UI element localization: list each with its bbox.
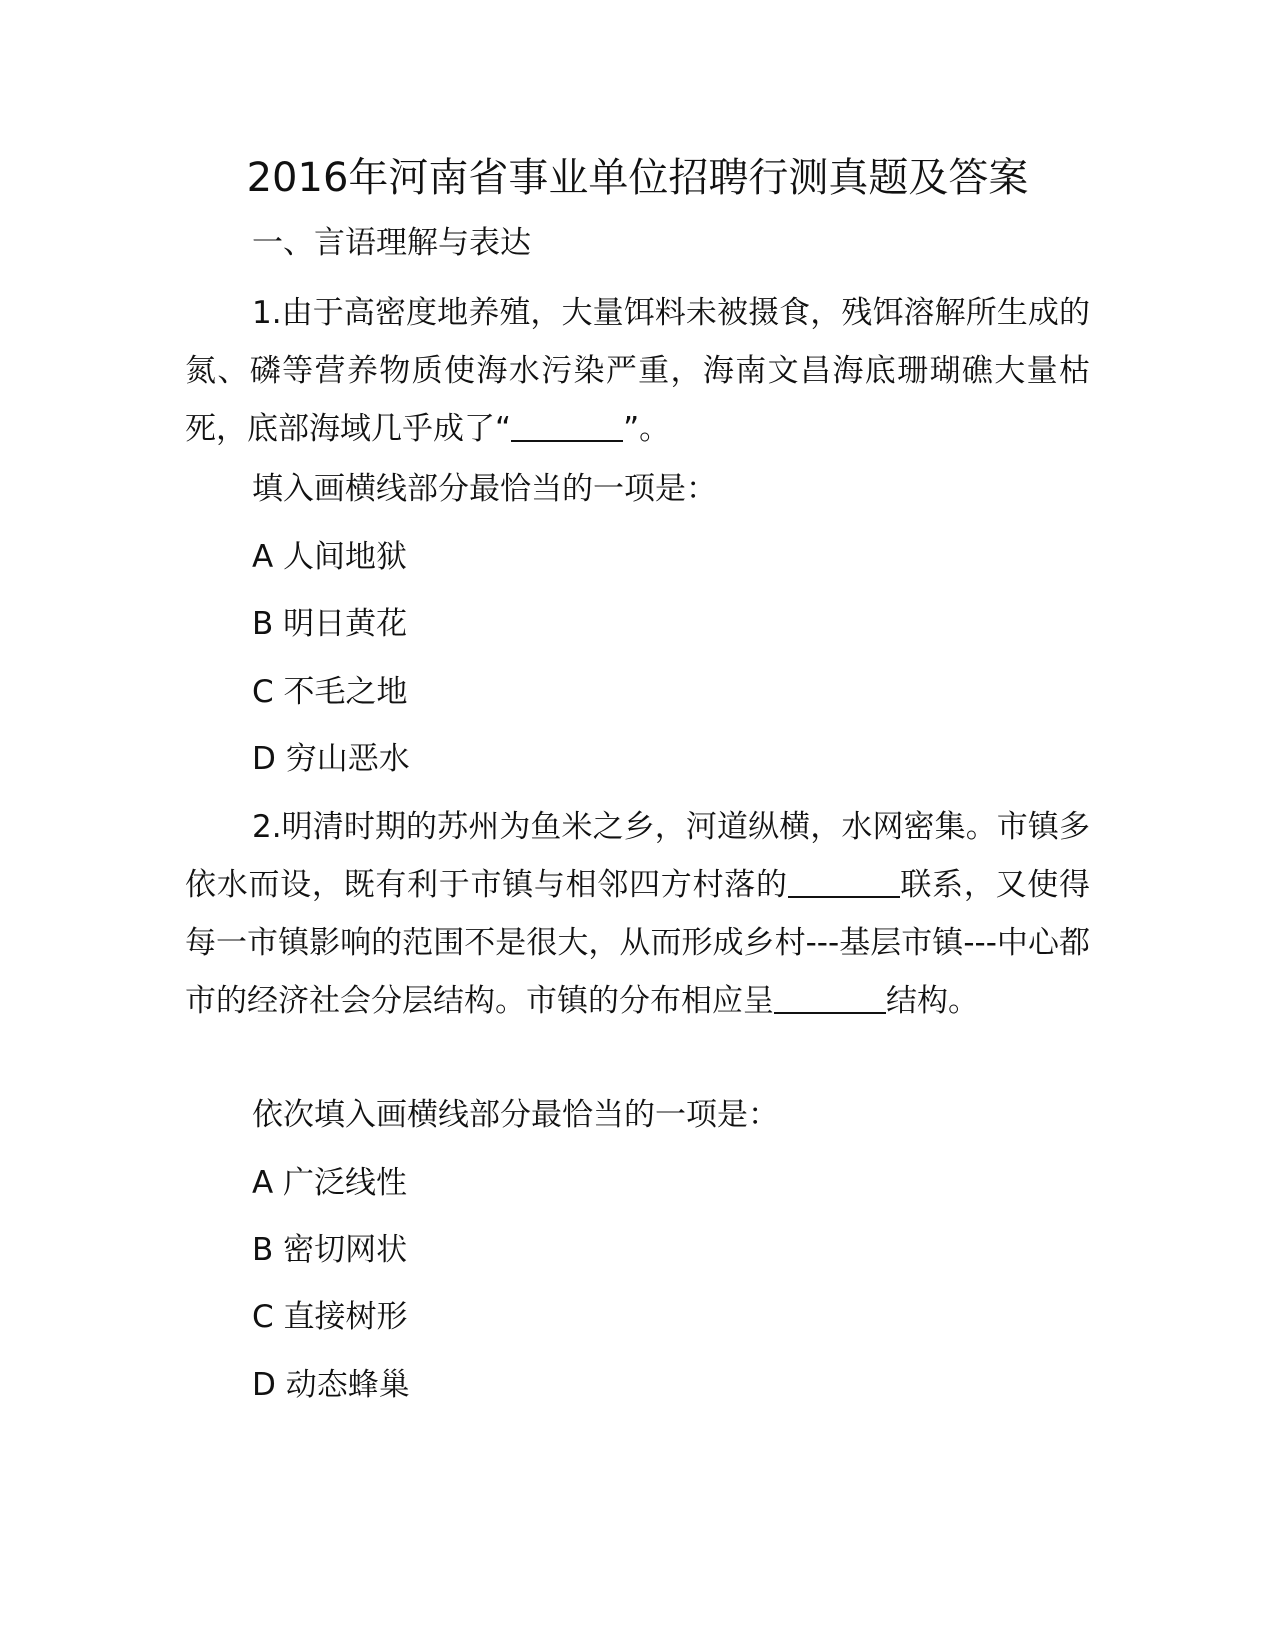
question-2-text-middle: 联系，又使得每一市镇影响的范围不是很大，从而形成乡村---基层市镇---中心都市的经济社会分层结构。市镇的分布相应呈 (185, 867, 1091, 1019)
question-2-blank-1 (788, 866, 900, 898)
question-1-text: 由于高密度地养殖，大量饵料未被摄食，残饵溶解所生成的氮、磷等营养物质使海水污染严重，海南文昌海底珊瑚礁大量枯死，底部海域几乎成了“ (185, 295, 1090, 447)
question-1-option-a: A 人间地狱 (252, 539, 408, 575)
question-2-option-a: A 广泛线性 (252, 1165, 408, 1201)
question-2-number: 2. (252, 809, 282, 845)
question-2-option-c: C 直接树形 (252, 1299, 408, 1335)
question-2-option-d: D 动态蜂巢 (252, 1367, 410, 1403)
question-2-text: 明清时期的苏州为鱼米之乡，河道纵横，水网密集。市镇多依水而设，既有利于市镇与相邻四方村落的 (185, 809, 1090, 903)
question-1-stem (185, 284, 1090, 458)
question-2-prompt: 依次填入画横线部分最恰当的一项是： (252, 1097, 779, 1133)
question-1-number: 1. (252, 295, 282, 331)
question-1-option-b: B 明日黄花 (252, 606, 408, 642)
question-2-option-b: B 密切网状 (252, 1232, 408, 1268)
question-2-text-end: 结构。 (886, 983, 979, 1019)
question-1-prompt: 填入画横线部分最恰当的一项是： (252, 471, 717, 507)
section-heading: 一、言语理解与表达 (252, 225, 531, 261)
question-1-text-end: ”。 (623, 411, 671, 447)
question-1-blank (511, 410, 623, 442)
question-1-option-c: C 不毛之地 (252, 674, 408, 710)
question-2-stem (185, 798, 1090, 1030)
question-2-blank-2 (774, 982, 886, 1014)
question-1-option-d: D 穷山恶水 (252, 741, 410, 777)
page-title: 2016年河南省事业单位招聘行测真题及答案 (246, 155, 1029, 201)
